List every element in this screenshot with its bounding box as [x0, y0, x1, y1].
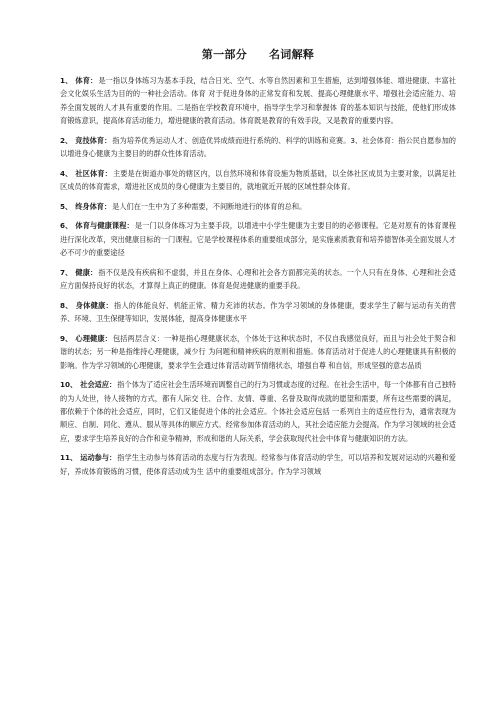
entry-number: 7、 — [60, 267, 73, 277]
entry-term: 体育与健康课程： — [75, 221, 134, 231]
entry-term: 社会适应： — [80, 380, 117, 390]
entry-term: 社区体育： — [75, 168, 112, 178]
entry-term: 运动参与： — [80, 453, 117, 463]
entry-9 — [60, 332, 456, 372]
entry-text: 包括两层含义：一种是指心理健康状态，个体处于这种状态时，不仅自我感觉良好，而且与社会处于契合和谐的状态；另一种是指维持心理健康，减少行 为问题和精神疾病的原则和措施。体育活动对于促进人的心理健康具有积极的影响。作为学习领域的心理健康，要求学生会通过体育活动调节情绪状态，增强自尊 和自信，形成坚强的意志品质 — [60, 333, 456, 370]
entry-text: 指为培养优秀运动人才、创造优异成绩而进行系统的、科学的训练和竞赛。3、社会体育：指公民自愿参加的以增进身心健康为主要目的的群众性体育活动。 — [60, 135, 456, 159]
entry-text: 主要是在街道办事处的辖区内，以自然环境和体育设施为物质基础，以全体社区成员为主要对象，以满足社区成员的体育需求，增进社区成员的身心健康为主要目的，就地就近开展的区域性群众体育。 — [60, 168, 456, 192]
entry-number: 9、 — [60, 333, 73, 343]
entry-number: 6、 — [60, 221, 73, 231]
entry-6 — [60, 219, 456, 259]
entry-number: 4、 — [60, 168, 73, 178]
entry-number: 8、 — [60, 300, 73, 310]
entry-number: 1、 — [60, 76, 73, 85]
entry-term: 健康： — [75, 267, 98, 277]
entry-8 — [60, 299, 456, 326]
entry-term: 体育： — [75, 76, 98, 85]
entry-text: 指学生主动参与体育活动的态度与行为表现。经常参与体育活动的学生，可以培养和发展对运动的兴趣和爱好，养成体育锻炼的习惯，使体育活动成为生 活中的重要组成部分。作为学习领域 — [60, 453, 456, 476]
entry-text: 指人的体能良好、机能正常、精力充沛的状态。作为学习领域的身体健康，要求学生了解与运动有关的营养、环境、卫生保健等知识，发展体能，提高身体健康水平 — [60, 300, 456, 324]
entry-term: 心理健康： — [75, 333, 112, 343]
entry-text: 是人们在一生中为了多种需要，不间断地进行的体育的总和。 — [112, 201, 307, 211]
title-name: 名词解释 — [269, 48, 315, 61]
entry-term: 身体健康： — [75, 300, 113, 310]
page-title — [60, 46, 456, 62]
entry-10 — [60, 378, 456, 445]
entry-number: 5、 — [60, 201, 73, 211]
entry-11 — [60, 451, 456, 478]
entry-1 — [60, 74, 456, 128]
entry-number: 11、 — [60, 453, 78, 463]
entry-number: 2、 — [60, 135, 73, 145]
entry-text: 是一指以身体练习为基本手段，结合日光、空气、水等自然因素和卫生措施，达到增强体能、增进健康、丰富社会文化娱乐生活为目的的一种社会活动。体育 对于促进身体的正常发育和发展、提高心理健康水平、增强社会适应能力、培养全面发展的人才具有重要的作用。二是指在学校教育环境中，指导学生学习和掌握体 育的基本知识与技能，使他们形成体育锻炼意识，提高体育活动能力，增进健康的教育活动。体育既是教育的有效手段，又是教育的重要内容。 — [60, 76, 456, 126]
entry-7 — [60, 266, 456, 293]
entry-4 — [60, 167, 456, 194]
title-part: 第一部分 — [201, 48, 247, 61]
entry-term: 竞技体育： — [75, 135, 112, 145]
entry-2 — [60, 134, 456, 161]
entry-text: 指不仅是没有疾病和不虚弱，并且在身体、心理和社会各方面都完美的状态。一个人只有在身体、心理和社会适应方面保持良好的状态，才算得上真正的健康。体育是促进健康的重要手段。 — [60, 267, 456, 291]
entry-text: 是一门以身体练习为主要手段，以增进中小学生健康为主要目的的必修课程。它是对原有的体育课程进行深化改革，突出健康目标的一门课程。它是学校课程体系的重要组成部分，是实施素质教育和培养德智体美全面发展人才必不可少的重要途径 — [60, 221, 456, 258]
entry-number: 10、 — [60, 380, 78, 390]
entry-term: 终身体育： — [75, 201, 112, 211]
entry-5 — [60, 200, 456, 213]
entry-text: 指个体为了适应社会生活环境而调整自己的行为习惯或态度的过程。在社会生活中，每一个体都有自己独特的为人处世，待人接物的方式，都有人际交 往、合作、友情、尊重、名誉及取得成就的愿望和需要，所有这些需要的满足，都依赖于个体的社会适应，同时，它们又能促进个体的社会适应。个体社会适应包括 一系列自主的适应性行为，通常表现为顺应、自制、同化、遵从、服从等具体的顺应方式。经常参加体育活动的人，其社会适应能力会提高。作为学习领域的社会适 应，要求学生培养良好的合作和竞争精神，形成和谐的人际关系，学会获取现代社会中体育与健康知识的方法。 — [60, 380, 456, 443]
